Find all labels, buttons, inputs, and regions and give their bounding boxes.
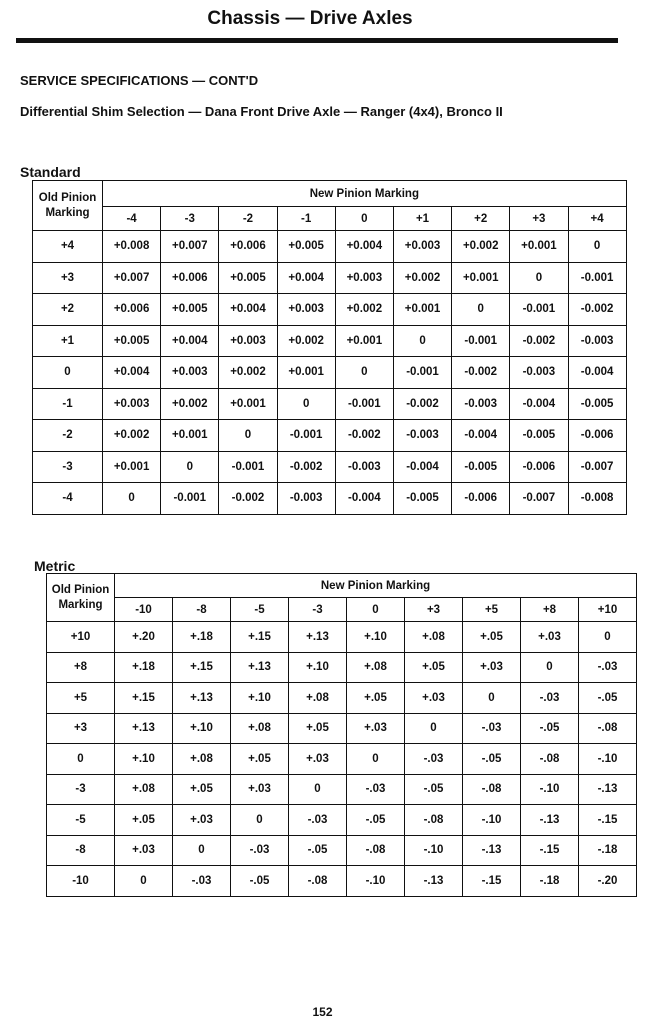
section-subtitle: Differential Shim Selection — Dana Front Drive Axle — Ranger (4x4), Bronco II [20,104,503,119]
table-cell: -.03 [231,835,289,866]
table-cell: +.08 [289,683,347,714]
row-label: -4 [33,483,103,515]
table-row [47,713,637,744]
column-header-row [33,207,627,231]
table-cell: +.05 [231,744,289,775]
table-cell: -0.004 [393,451,451,483]
table-row [47,744,637,775]
row-label: +8 [47,652,115,683]
table-cell: -0.002 [510,325,568,357]
table-cell: +.05 [173,774,231,805]
table-cell: -.03 [521,683,579,714]
table-cell: -0.005 [452,451,510,483]
table-cell: +.10 [289,652,347,683]
table-cell: -0.001 [161,483,219,515]
row-label: +4 [33,231,103,263]
table-cell: +0.001 [393,294,451,326]
table-cell: -0.001 [452,325,510,357]
table-cell: -0.002 [452,357,510,389]
column-header: -1 [277,207,335,231]
table-cell: -.08 [405,805,463,836]
table-cell: +.13 [289,622,347,653]
standard-table-title: Standard [20,164,81,180]
table-cell: +.20 [115,622,173,653]
table-cell: -.10 [463,805,521,836]
table-row [47,622,637,653]
table-cell: -0.005 [393,483,451,515]
column-header: 0 [347,598,405,622]
table-cell: -0.006 [568,420,626,452]
table-cell: +0.003 [335,262,393,294]
table-cell: +.03 [405,683,463,714]
table-cell: -0.002 [219,483,277,515]
table-cell: -0.007 [510,483,568,515]
table-cell: -0.008 [568,483,626,515]
table-cell: +0.001 [219,388,277,420]
table-row [33,231,627,263]
table-cell: -.13 [579,774,637,805]
table-cell: +0.001 [161,420,219,452]
row-label: -1 [33,388,103,420]
column-header: +3 [405,598,463,622]
table-cell: 0 [103,483,161,515]
table-cell: +0.001 [103,451,161,483]
table-cell: 0 [568,231,626,263]
table-cell: +.08 [173,744,231,775]
table-cell: +0.007 [161,231,219,263]
row-label: +3 [47,713,115,744]
table-cell: +0.005 [219,262,277,294]
table-cell: 0 [393,325,451,357]
table-cell: +.03 [115,835,173,866]
table-cell: +0.004 [219,294,277,326]
table-cell: -0.003 [335,451,393,483]
table-cell: +0.002 [452,231,510,263]
table-cell: +.10 [231,683,289,714]
table-cell: -0.003 [568,325,626,357]
table-cell: +0.001 [452,262,510,294]
column-header: -2 [219,207,277,231]
table-cell: +.15 [231,622,289,653]
table-cell: +0.001 [277,357,335,389]
table-cell: +0.005 [277,231,335,263]
table-cell: -.03 [347,774,405,805]
table-cell: -.03 [579,652,637,683]
table-cell: +0.003 [393,231,451,263]
table-cell: -0.004 [452,420,510,452]
table-cell: -.08 [579,713,637,744]
table-row [33,294,627,326]
table-cell: -0.004 [510,388,568,420]
table-row [47,652,637,683]
table-cell: -.05 [521,713,579,744]
table-cell: +.03 [521,622,579,653]
table-cell: -.05 [405,774,463,805]
table-cell: -.13 [521,805,579,836]
table-row [33,357,627,389]
table-cell: +.03 [173,805,231,836]
column-header: +2 [452,207,510,231]
table-cell: -.03 [405,744,463,775]
table-cell: 0 [173,835,231,866]
column-header: -8 [173,598,231,622]
table-cell: +.15 [115,683,173,714]
column-header: +10 [579,598,637,622]
table-cell: 0 [510,262,568,294]
table-cell: +.13 [231,652,289,683]
group-header: New Pinion Marking [115,574,637,598]
row-label: +3 [33,262,103,294]
column-header: -5 [231,598,289,622]
column-header: +8 [521,598,579,622]
table-row [47,866,637,897]
table-cell: +0.006 [103,294,161,326]
table-cell: +.10 [347,622,405,653]
table-row [33,451,627,483]
table-cell: -.15 [579,805,637,836]
column-header: +5 [463,598,521,622]
table-cell: +.05 [289,713,347,744]
table-cell: +.03 [289,744,347,775]
table-cell: -0.001 [568,262,626,294]
table-cell: +.08 [347,652,405,683]
table-cell: +0.001 [335,325,393,357]
table-cell: +0.002 [103,420,161,452]
table-cell: +.03 [463,652,521,683]
table-cell: -0.001 [510,294,568,326]
table-row [33,388,627,420]
table-cell: -0.003 [393,420,451,452]
table-cell: -0.003 [510,357,568,389]
table-cell: -.10 [521,774,579,805]
group-header: New Pinion Marking [103,181,627,207]
table-cell: -0.002 [277,451,335,483]
table-cell: +0.004 [161,325,219,357]
table-cell: -.05 [463,744,521,775]
corner-header: Old Pinion Marking [33,181,103,231]
table-cell: +0.004 [277,262,335,294]
table-cell: +.05 [405,652,463,683]
table-cell: +.13 [173,683,231,714]
table-cell: +0.005 [103,325,161,357]
table-cell: +0.002 [393,262,451,294]
table-cell: +0.003 [277,294,335,326]
column-header-row [47,598,637,622]
page-header-title: Chassis — Drive Axles [207,8,413,29]
table-cell: 0 [231,805,289,836]
table-cell: +0.007 [103,262,161,294]
table-cell: -0.005 [568,388,626,420]
row-label: -2 [33,420,103,452]
table-cell: 0 [521,652,579,683]
section-title: SERVICE SPECIFICATIONS — CONT'D [20,73,259,88]
table-cell: -0.006 [510,451,568,483]
table-cell: +.10 [173,713,231,744]
row-label: -10 [47,866,115,897]
table-cell: -.15 [463,866,521,897]
table-cell: -0.002 [568,294,626,326]
column-header: -3 [161,207,219,231]
table-cell: -.05 [289,835,347,866]
table-cell: -.20 [579,866,637,897]
standard-shim-table [32,180,627,515]
table-cell: -.18 [521,866,579,897]
table-cell: +0.002 [161,388,219,420]
table-cell: +0.002 [277,325,335,357]
table-cell: +.08 [405,622,463,653]
table-cell: 0 [115,866,173,897]
table-cell: -.18 [579,835,637,866]
table-cell: -.10 [405,835,463,866]
row-label: +2 [33,294,103,326]
table-cell: +0.006 [219,231,277,263]
table-cell: -0.004 [568,357,626,389]
table-cell: -.03 [173,866,231,897]
table-row [47,835,637,866]
table-cell: -0.001 [219,451,277,483]
table-cell: +0.001 [510,231,568,263]
table-row [33,420,627,452]
column-header: -4 [103,207,161,231]
table-cell: -.05 [231,866,289,897]
table-cell: -.08 [289,866,347,897]
table-cell: 0 [347,744,405,775]
table-cell: +.18 [115,652,173,683]
table-cell: +0.003 [103,388,161,420]
table-cell: -.10 [347,866,405,897]
table-cell: -0.003 [277,483,335,515]
table-cell: 0 [161,451,219,483]
table-cell: +.08 [231,713,289,744]
table-cell: 0 [335,357,393,389]
table-cell: +0.005 [161,294,219,326]
table-cell: -.03 [463,713,521,744]
table-row [33,483,627,515]
row-label: -3 [47,774,115,805]
table-cell: -.08 [463,774,521,805]
table-cell: +.18 [173,622,231,653]
table-cell: +0.008 [103,231,161,263]
table-cell: -0.002 [393,388,451,420]
row-label: -3 [33,451,103,483]
column-header: +4 [568,207,626,231]
table-cell: -.03 [289,805,347,836]
table-cell: +0.002 [219,357,277,389]
table-cell: 0 [277,388,335,420]
column-header: -3 [289,598,347,622]
table-cell: +0.004 [103,357,161,389]
row-label: 0 [33,357,103,389]
row-label: +5 [47,683,115,714]
table-cell: +0.003 [219,325,277,357]
table-row [33,325,627,357]
table-cell: +.03 [231,774,289,805]
table-cell: +0.003 [161,357,219,389]
table-cell: +.15 [173,652,231,683]
table-cell: 0 [405,713,463,744]
page-number: 152 [312,1005,333,1019]
column-header: 0 [335,207,393,231]
table-cell: -.15 [521,835,579,866]
table-cell: -.08 [521,744,579,775]
table-row [33,262,627,294]
table-cell: +0.004 [335,231,393,263]
table-cell: -.13 [405,866,463,897]
table-cell: 0 [452,294,510,326]
table-cell: -.05 [347,805,405,836]
table-cell: 0 [579,622,637,653]
table-cell: -0.007 [568,451,626,483]
column-header: +1 [393,207,451,231]
row-label: -5 [47,805,115,836]
header-rule [16,38,618,43]
table-cell: -.10 [579,744,637,775]
table-cell: -0.002 [335,420,393,452]
table-cell: -.08 [347,835,405,866]
table-cell: -0.001 [393,357,451,389]
table-cell: 0 [219,420,277,452]
table-cell: +.05 [463,622,521,653]
table-row [47,805,637,836]
metric-table-title: Metric [34,558,76,574]
table-cell: -0.006 [452,483,510,515]
row-label: 0 [47,744,115,775]
row-label: +1 [33,325,103,357]
table-cell: +.08 [115,774,173,805]
table-cell: +.05 [347,683,405,714]
table-cell: +0.002 [335,294,393,326]
table-row [47,683,637,714]
table-row [47,774,637,805]
table-cell: -0.001 [335,388,393,420]
table-cell: +.13 [115,713,173,744]
corner-header: Old Pinion Marking [47,574,115,622]
table-cell: -0.004 [335,483,393,515]
table-cell: -0.003 [452,388,510,420]
table-cell: 0 [463,683,521,714]
table-cell: 0 [289,774,347,805]
column-header: -10 [115,598,173,622]
table-cell: -0.005 [510,420,568,452]
table-cell: -0.001 [277,420,335,452]
table-cell: +.03 [347,713,405,744]
table-cell: -.13 [463,835,521,866]
table-cell: +0.006 [161,262,219,294]
table-cell: -.05 [579,683,637,714]
column-header: +3 [510,207,568,231]
row-label: -8 [47,835,115,866]
row-label: +10 [47,622,115,653]
metric-shim-table [46,573,637,897]
table-cell: +.05 [115,805,173,836]
table-cell: +.10 [115,744,173,775]
